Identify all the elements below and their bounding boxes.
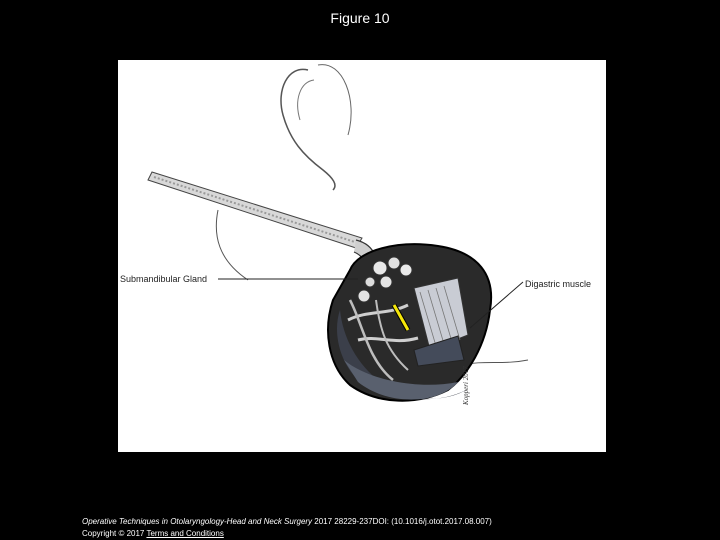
neck-contour: [216, 210, 248, 280]
copyright-line: [82, 528, 224, 540]
citation-details: 2017 28229-237DOI: (10.1016/j.otot.2017.08.007): [312, 517, 492, 526]
ear-outline: [281, 69, 335, 190]
retractor-instrument: [148, 172, 377, 285]
copyright-text: Copyright © 2017: [82, 529, 147, 538]
terms-link[interactable]: Terms and Conditions: [146, 529, 224, 538]
journal-name: Operative Techniques in Otolaryngology-Head and Neck Surgery: [82, 517, 313, 526]
label-submandibular-gland: Submandibular Gland: [120, 274, 208, 284]
figure-title: Figure 10: [330, 10, 390, 26]
artist-signature: Kopperi 2017: [462, 366, 470, 405]
label-digastric-muscle: Digastric muscle: [525, 279, 592, 289]
citation-line: [82, 516, 492, 528]
figure-illustration: [118, 60, 606, 452]
